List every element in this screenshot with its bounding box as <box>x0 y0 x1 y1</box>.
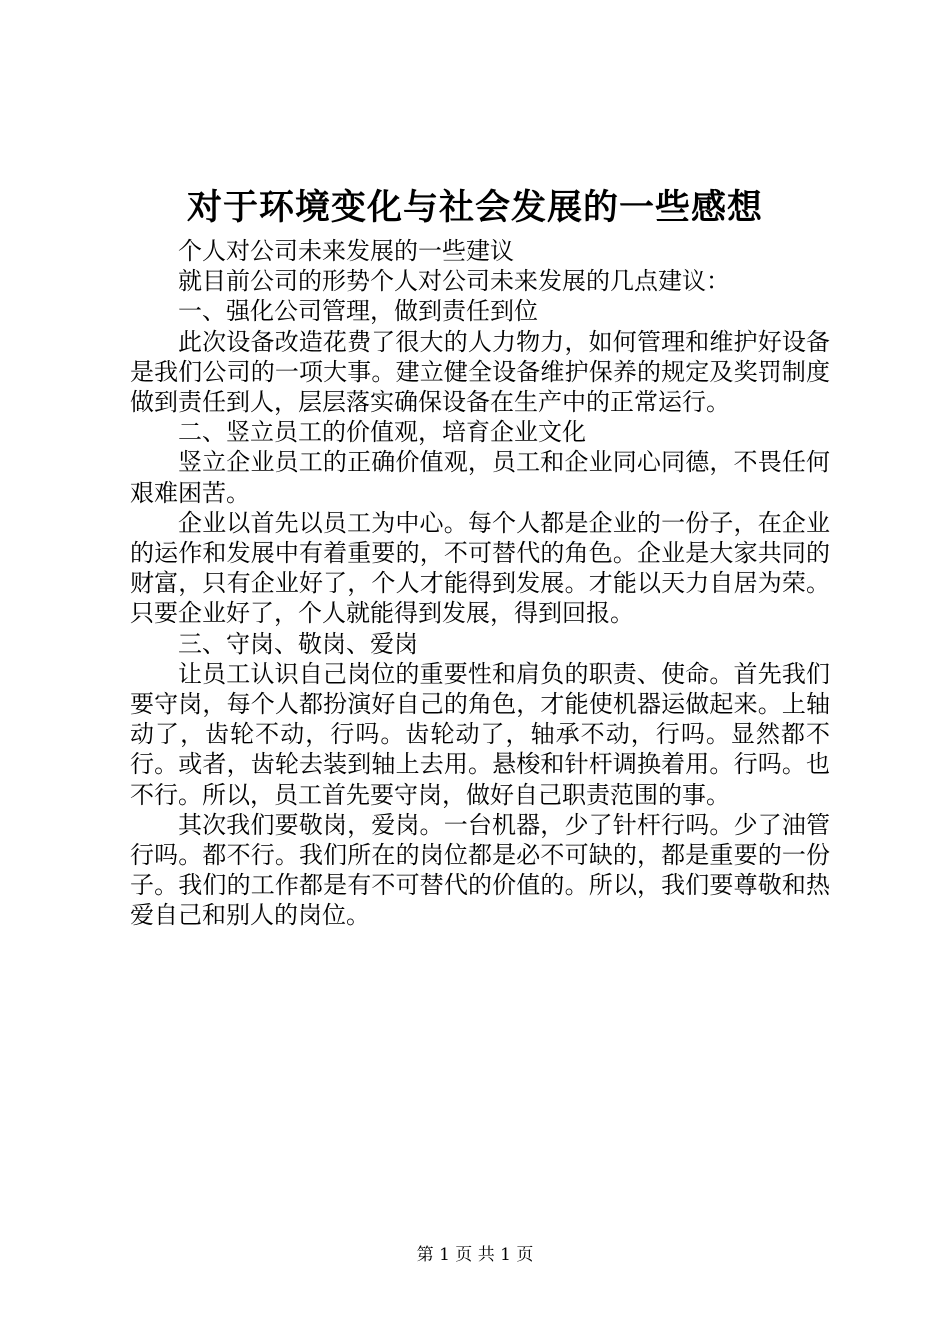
paragraph: 竖立企业员工的正确价值观，员工和企业同心同德，不畏任何艰难困苦。 <box>130 448 830 507</box>
paragraph: 就目前公司的形势个人对公司未来发展的几点建议： <box>178 267 730 296</box>
paragraph: 个人对公司未来发展的一些建议 <box>178 237 514 265</box>
paragraph: 其次我们要敬岗，爱岗。一台机器，少了针杆行吗。少了油管行吗。都不行。我们所在的岗位都是必不可缺的，都是重要的一份子。我们的工作都是有不可替代的价值的。所以，我们要尊敬和热爱自己和别人的岗位。 <box>130 810 830 930</box>
paragraph: 企业以首先以员工为中心。每个人都是企业的一份子，在企业的运作和发展中有着重要的，不可替代的角色。企业是大家共同的财富，只有企业好了，个人才能得到发展。才能以天力自居为荣。只要企业好了，个人就能得到发展，得到回报。 <box>130 508 830 628</box>
paragraph: 此次设备改造花费了很大的人力物力，如何管理和维护好设备是我们公司的一项大事。建立健全设备维护保养的规定及奖罚制度做到责任到人，层层落实确保设备在生产中的正常运行。 <box>130 327 830 417</box>
document-body <box>130 236 830 931</box>
section-heading: 一、强化公司管理，做到责任到位 <box>178 297 538 326</box>
section-heading: 三、守岗、敬岗、爱岗 <box>178 629 418 658</box>
page-number-footer: 第 1 页 共 1 页 <box>416 1245 534 1265</box>
paragraph: 让员工认识自己岗位的重要性和肩负的职责、使命。首先我们要守岗，每个人都扮演好自己的角色，才能使机器运做起来。上轴动了，齿轮不动，行吗。齿轮动了，轴承不动，行吗。显然都不行。或者，齿轮去装到轴上去用。悬梭和针杆调换着用。行吗。也不行。所以，员工首先要守岗，做好自己职责范围的事。 <box>130 659 830 809</box>
section-heading: 二、竖立员工的价值观，培育企业文化 <box>178 418 586 447</box>
page-title: 对于环境变化与社会发展的一些感想 <box>186 188 763 228</box>
